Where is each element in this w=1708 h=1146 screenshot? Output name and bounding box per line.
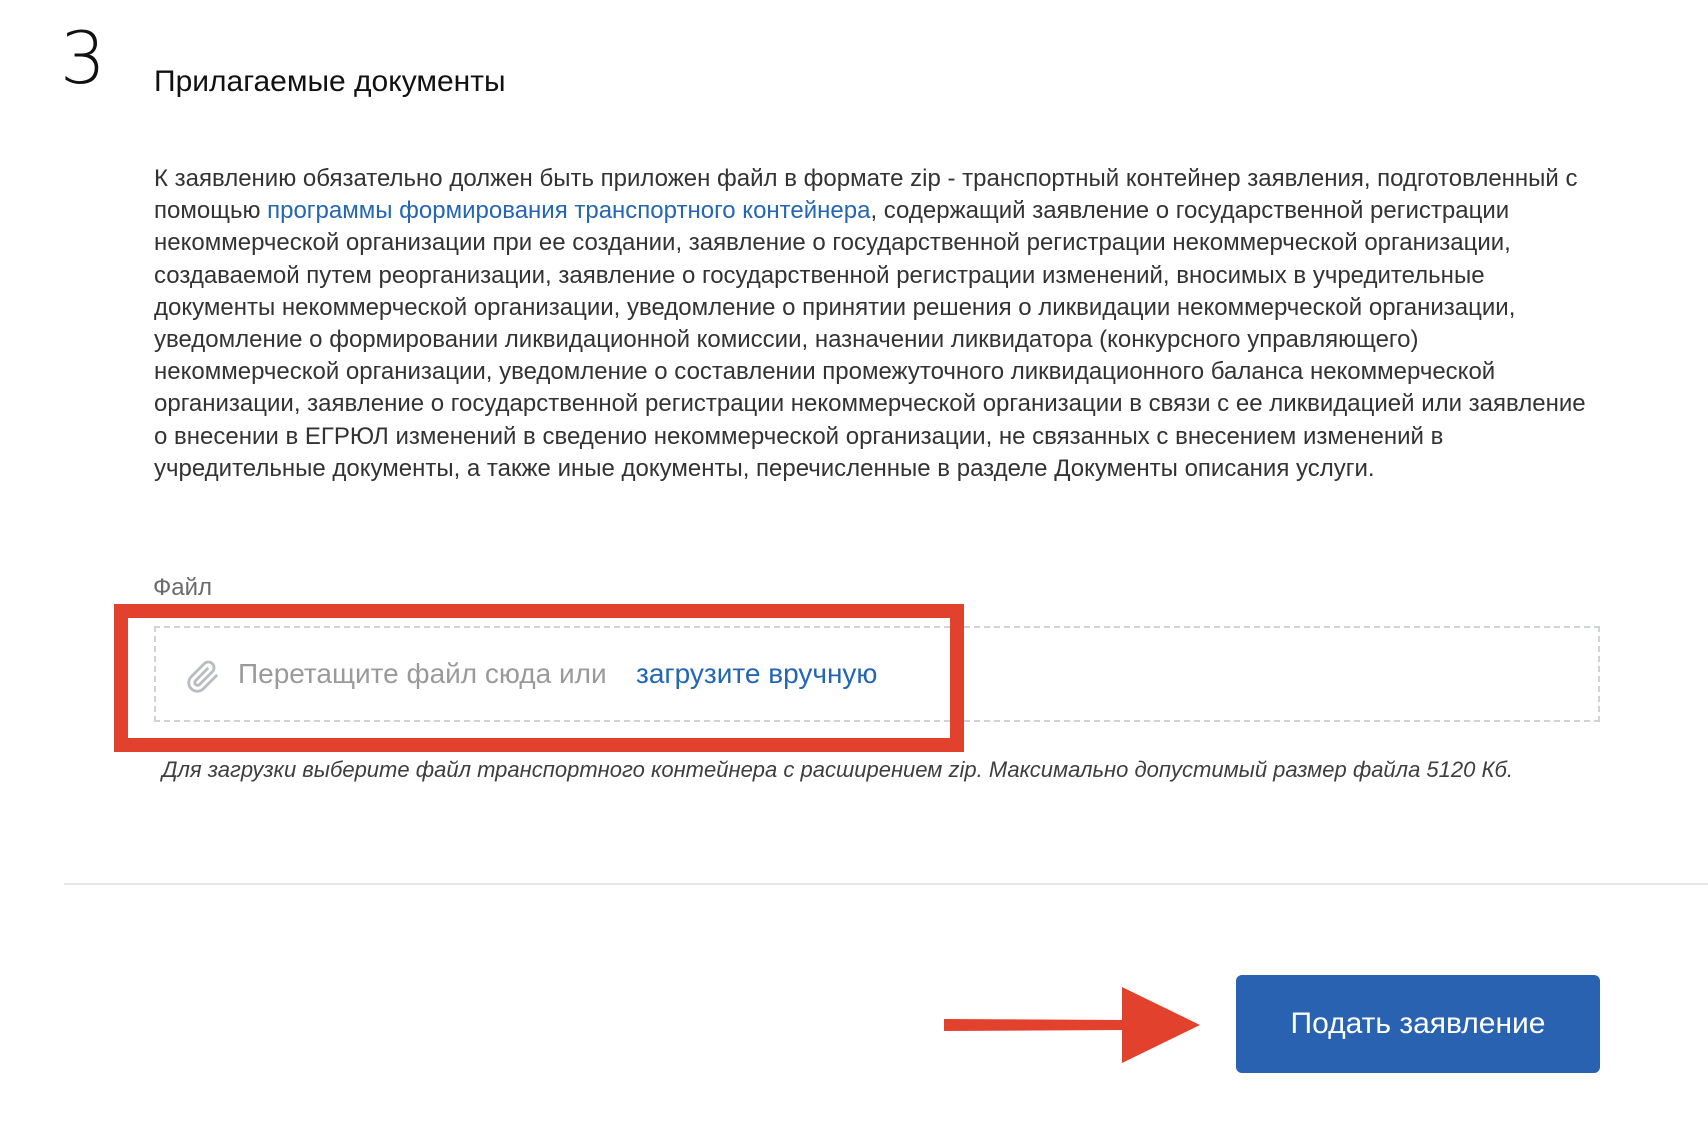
dropzone-text: Перетащите файл сюда или	[238, 658, 607, 689]
arrow-right-icon	[944, 985, 1200, 1065]
submit-application-button[interactable]: Подать заявление	[1236, 975, 1600, 1073]
upload-hint: Для загрузки выберите файл транспортного контейнера с расширением zip. Максимально допустимый размер файла 5120 Кб.	[162, 757, 1513, 782]
description-paragraph	[154, 163, 1604, 485]
file-field-label: Файл	[153, 574, 213, 601]
description-text-end: , содержащий заявление о государственной регистрации некоммерческой организации при ее создании, заявление о государственной регистрации некоммерческой организации, создаваемой путем реорганизации, заявление о государственной регистрации изменений, вносимых в учредительные документы некоммерческой организации, уведомление о принятии решения о ликвидации некоммерческой организации, уведомление о формировании ликвидационной комиссии, назначении ликвидатора (конкурсного управляющего) некоммерческой организации, уведомление о составлении промежуточного ликвидационного баланса некоммерческой организации, заявление о государственной регистрации некоммерческой организации в связи с ее ликвидацией или заявление о внесении в ЕГРЮЛ изменений в сведениo некоммерческой организации, не связанных с внесением изменений в учредительные документы, а также иные документы, перечисленные в разделе Документы описания услуги.	[154, 197, 1586, 482]
upload-manually-link[interactable]: загрузите вручную	[636, 658, 878, 689]
step-number: 3	[60, 16, 106, 100]
section-divider	[64, 883, 1708, 885]
description-text-start: К заявлению обязательно должен быть приложен файл в формате zip - транспортный контейнер заявления, подготовленный с помощью	[154, 165, 1578, 225]
file-dropzone[interactable]	[154, 626, 1600, 722]
container-program-link[interactable]: программы формирования транспортного контейнера	[267, 197, 871, 225]
paperclip-icon	[186, 660, 220, 694]
section-title: Прилагаемые документы	[154, 65, 506, 98]
